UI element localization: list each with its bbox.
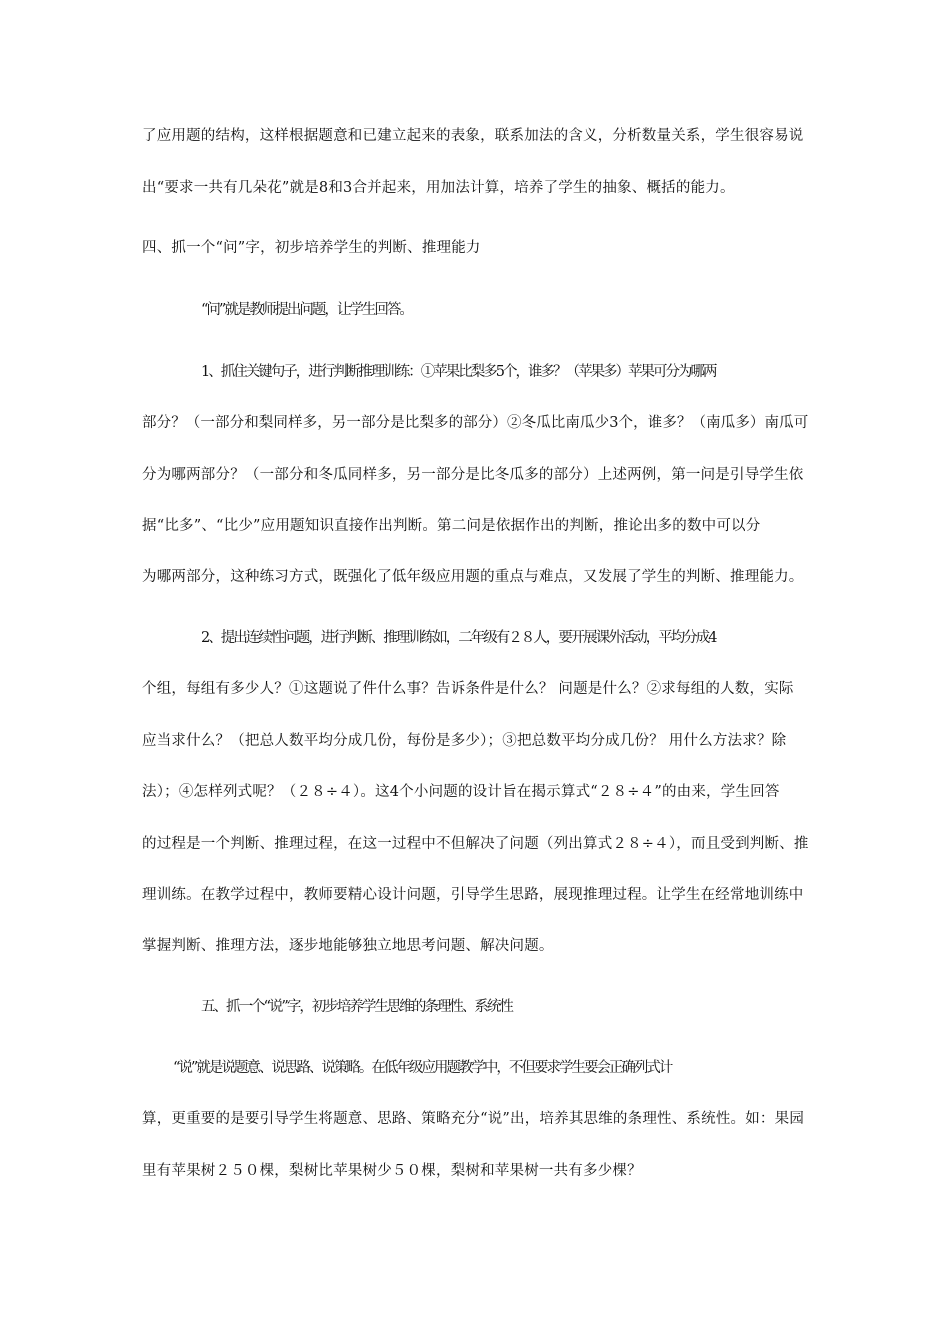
paragraph-line: 的过程是一个判断、推理过程，在这一过程中不但解决了问题（列出算式２８÷４），而且受到判断、推: [142, 836, 809, 852]
paragraph-line: 1、抓住关键句子，进行判断推理训练：①苹果比梨多5个，谁多？（苹果多）苹果可分为哪两: [201, 364, 716, 380]
paragraph-line: 里有苹果树２５０棵，梨树比苹果树少５０棵，梨树和苹果树一共有多少棵？: [142, 1163, 642, 1179]
paragraph-line: 算，更重要的是要引导学生将题意、思路、策略充分“说”出，培养其思维的条理性、系统性。如：果园: [142, 1111, 805, 1127]
paragraph-line: 分为哪两部分？（一部分和冬瓜同样多，另一部分是比冬瓜多的部分）上述两例，第一问是引导学生依: [142, 467, 804, 483]
paragraph-line: 理训练。在教学过程中，教师要精心设计问题，引导学生思路，展现推理过程。让学生在经常地训练中: [142, 887, 804, 903]
paragraph-line: 出“要求一共有几朵花”就是8和3合并起来，用加法计算，培养了学生的抽象、概括的能力。: [142, 180, 735, 196]
paragraph-line: 个组，每组有多少人？①这题说了件什么事？告诉条件是什么？ 问题是什么？②求每组的人数，实际: [142, 681, 794, 697]
paragraph-line: 掌握判断、推理方法，逐步地能够独立地思考问题、解决问题。: [142, 938, 554, 954]
paragraph-line: 应当求什么？（把总人数平均分成几份，每份是多少）；③把总数平均分成几份？ 用什么方法求？除: [142, 733, 787, 749]
paragraph-line: 2、提出连续性问题，进行判断、推理训练如，二年级有２８人，要开展课外活动，平均分成4: [201, 630, 716, 646]
paragraph-line: 为哪两部分，这种练习方式，既强化了低年级应用题的重点与难点，又发展了学生的判断、推理能力。: [142, 569, 804, 585]
paragraph-line: 了应用题的结构，这样根据题意和已建立起来的表象，联系加法的含义，分析数量关系，学生很容易说: [142, 128, 804, 144]
paragraph-line: “问”就是教师提出问题，让学生回答。: [201, 302, 412, 318]
section-heading: 四、抓一个“问”字，初步培养学生的判断、推理能力: [142, 240, 481, 256]
paragraph-line: “说”就是说题意、说思路、说策略。在低年级应用题教学中，不但要求学生要会正确列式计: [173, 1060, 672, 1076]
paragraph-line: 据“比多”、“比少”应用题知识直接作出判断。第二问是依据作出的判断，推论出多的数中可以分: [142, 518, 761, 534]
paragraph-line: 法）；④怎样列式呢？（２８÷４）。这4个小问题的设计旨在揭示算式“２８÷４”的由来，学生回答: [142, 784, 780, 800]
paragraph-line: 部分？（一部分和梨同样多，另一部分是比梨多的部分）②冬瓜比南瓜少3个，谁多？（南瓜多）南瓜可: [142, 415, 809, 431]
section-heading: 五、抓一个“说”字，初步培养学生思维的条理性、系统性: [201, 999, 512, 1015]
